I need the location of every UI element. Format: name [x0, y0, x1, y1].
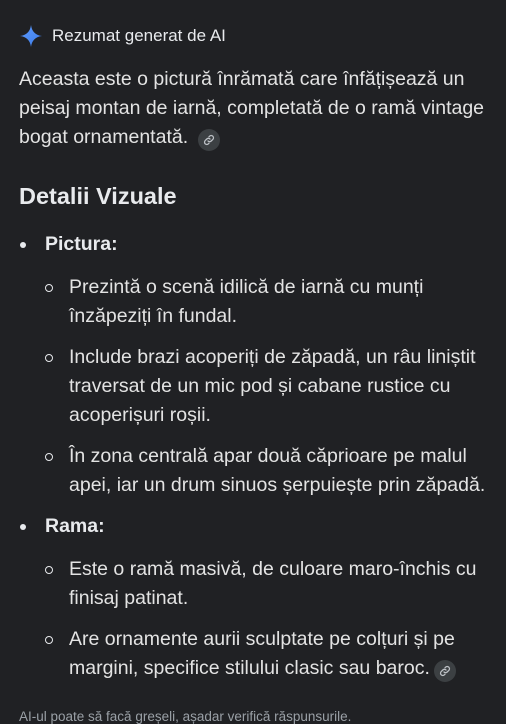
- detail-sublist: [45, 555, 488, 683]
- ai-overview-panel: [0, 21, 506, 724]
- list-item: Este o ramă masivă, de culoare maro-închis cu finisaj patinat.: [45, 555, 488, 613]
- sparkle-icon: [19, 24, 43, 48]
- detail-group-painting: [19, 230, 488, 500]
- link-icon: [203, 134, 215, 146]
- link-icon: [439, 665, 451, 677]
- summary-paragraph: [19, 65, 488, 152]
- source-link-button[interactable]: [198, 129, 220, 151]
- summary-text: Aceasta este o pictură înrămată care înfățișează un peisaj montan de iarnă, completată de o ramă vintage bogat ornamentată.: [19, 68, 485, 148]
- source-link-button[interactable]: [434, 660, 456, 682]
- ai-overview-header: [19, 21, 488, 51]
- details-list: [19, 230, 488, 683]
- list-item: [45, 625, 488, 683]
- disclaimer-text: AI-ul poate să facă greșeli, așadar verifică răspunsurile.: [19, 709, 352, 724]
- section-heading: Detalii Vizuale: [19, 183, 177, 209]
- ai-overview-title: Rezumat generat de AI: [52, 26, 226, 45]
- list-item: Prezintă o scenă idilică de iarnă cu munți înzăpeziți în fundal.: [45, 273, 488, 331]
- list-item: În zona centrală apar două căprioare pe malul apei, iar un drum sinuos șerpuiește prin zăpadă.: [45, 442, 488, 500]
- detail-group-label: Rama:: [45, 515, 105, 537]
- detail-group-label: Pictura:: [45, 233, 118, 255]
- list-item-text: Are ornamente aurii sculptate pe colțuri și pe margini, specifice stilului clasic sau baroc.: [69, 628, 455, 679]
- list-item: Include brazi acoperiți de zăpadă, un râu liniștit traversat de un mic pod și cabane rustice cu acoperișuri roșii.: [45, 343, 488, 430]
- detail-sublist: [45, 273, 488, 500]
- detail-group-frame: [19, 512, 488, 683]
